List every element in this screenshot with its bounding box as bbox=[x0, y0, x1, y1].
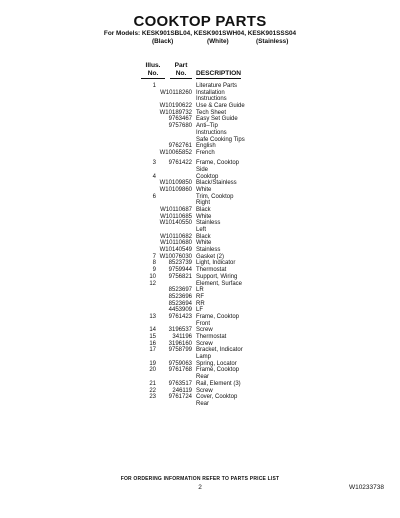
part-row bbox=[0, 167, 400, 174]
part-header-line2: No. bbox=[170, 70, 192, 79]
part-number: 9757680 bbox=[168, 123, 192, 130]
part-row bbox=[0, 103, 400, 110]
part-description: Use & Care Guide bbox=[196, 103, 245, 110]
part-description: Installation bbox=[196, 89, 225, 96]
part-description: White bbox=[196, 186, 212, 193]
part-description: Front bbox=[196, 320, 211, 327]
part-description: Light, Indicator bbox=[196, 260, 236, 267]
part-number: 9762761 bbox=[168, 143, 192, 150]
illus-number: 17 bbox=[149, 347, 156, 354]
illus-header bbox=[141, 62, 165, 79]
part-number: 8523739 bbox=[168, 260, 192, 267]
part-row bbox=[0, 267, 400, 274]
part-description: Black bbox=[196, 233, 211, 240]
part-description: Rear bbox=[196, 400, 210, 407]
part-description: Frame, Cooktop bbox=[196, 367, 240, 374]
part-number: 9758799 bbox=[168, 347, 192, 354]
part-row bbox=[0, 200, 400, 207]
illus-number: 16 bbox=[149, 340, 156, 347]
part-row bbox=[0, 287, 400, 294]
part-description: Right bbox=[196, 200, 211, 207]
part-row bbox=[0, 374, 400, 381]
part-number: 9759063 bbox=[168, 360, 192, 367]
part-row bbox=[0, 143, 400, 150]
illus-number: 21 bbox=[149, 380, 156, 387]
part-row bbox=[0, 274, 400, 281]
illus-number: 9 bbox=[152, 267, 156, 274]
part-description: Thermostat bbox=[196, 334, 227, 341]
part-description: French bbox=[196, 149, 215, 156]
part-number: 246119 bbox=[172, 387, 192, 394]
part-description: Side bbox=[196, 166, 209, 173]
part-row bbox=[0, 160, 400, 167]
part-number: W10109850 bbox=[159, 180, 192, 187]
part-description: LF bbox=[196, 307, 204, 314]
part-row bbox=[0, 367, 400, 374]
part-row bbox=[0, 240, 400, 247]
illus-number: 4 bbox=[152, 173, 156, 180]
part-row bbox=[0, 354, 400, 361]
part-number: W10190622 bbox=[159, 103, 192, 110]
part-description: Tech Sheet bbox=[196, 109, 227, 116]
part-number: W10118260 bbox=[160, 89, 192, 96]
illus-number: 15 bbox=[149, 334, 156, 341]
part-number: W10065852 bbox=[159, 149, 192, 156]
part-row bbox=[0, 341, 400, 348]
illus-number: 10 bbox=[149, 273, 156, 280]
part-number: W10140549 bbox=[159, 247, 192, 254]
part-description: Lamp bbox=[196, 354, 212, 361]
parts-list bbox=[0, 83, 400, 408]
part-description: Anti–Tip bbox=[196, 123, 218, 130]
part-description: Black/Stainless bbox=[196, 180, 237, 187]
part-description: White bbox=[196, 213, 212, 220]
part-number: W10110682 bbox=[160, 233, 192, 240]
part-description: Rail, Element (3) bbox=[196, 380, 241, 387]
part-row bbox=[0, 307, 400, 314]
part-description: Spring, Locator bbox=[196, 360, 237, 367]
part-row bbox=[0, 314, 400, 321]
part-row bbox=[0, 327, 400, 334]
page-number: 2 bbox=[198, 484, 202, 491]
illus-number: 6 bbox=[152, 193, 156, 200]
part-description: Instructions bbox=[196, 96, 227, 103]
part-number: 9763467 bbox=[168, 116, 192, 123]
part-description: Frame, Cooktop bbox=[196, 160, 240, 167]
part-number: 4453909 bbox=[168, 307, 192, 314]
part-description: Thermostat bbox=[196, 267, 227, 274]
part-number: W10140550 bbox=[159, 220, 192, 227]
ordering-notice: FOR ORDERING INFORMATION REFER TO PARTS PRICE LIST bbox=[120, 476, 280, 482]
part-number: W10110685 bbox=[160, 213, 192, 220]
part-row bbox=[0, 227, 400, 234]
part-row bbox=[0, 321, 400, 328]
part-row bbox=[0, 281, 400, 288]
part-row bbox=[0, 260, 400, 267]
part-number: 8523696 bbox=[168, 293, 192, 300]
part-description: Screw bbox=[196, 387, 213, 394]
part-description: RR bbox=[196, 300, 205, 307]
part-number: 9761724 bbox=[168, 394, 192, 401]
part-number: 341196 bbox=[172, 334, 192, 341]
part-number: 8523694 bbox=[168, 300, 192, 307]
part-row bbox=[0, 394, 400, 401]
part-number: 9761422 bbox=[168, 160, 192, 167]
part-description: English bbox=[196, 143, 216, 150]
part-row bbox=[0, 130, 400, 137]
part-row bbox=[0, 90, 400, 97]
part-description: Gasket (2) bbox=[196, 253, 225, 260]
part-description: Stainless bbox=[196, 220, 221, 227]
part-row bbox=[0, 247, 400, 254]
part-row bbox=[0, 96, 400, 103]
part-description: Bracket, Indicator bbox=[196, 347, 243, 354]
illus-header-line1: Illus. bbox=[145, 62, 161, 69]
part-row bbox=[0, 110, 400, 117]
part-description: Cover, Cooktop bbox=[196, 394, 238, 401]
part-description: Cooktop bbox=[196, 173, 219, 180]
part-row bbox=[0, 254, 400, 261]
part-description: Screw bbox=[196, 340, 213, 347]
illus-number: 22 bbox=[149, 387, 156, 394]
description-header: DESCRIPTION bbox=[196, 70, 242, 77]
part-description: Trim, Cooktop bbox=[196, 193, 234, 200]
part-number: 3196160 bbox=[168, 340, 192, 347]
part-description: Safe Cooking Tips bbox=[196, 136, 245, 143]
part-description: Easy Set Guide bbox=[196, 116, 238, 123]
part-header-line1: Part bbox=[174, 62, 188, 69]
part-row bbox=[0, 401, 400, 408]
illus-number: 8 bbox=[152, 260, 156, 267]
part-row bbox=[0, 381, 400, 388]
part-row bbox=[0, 334, 400, 341]
illus-number: 14 bbox=[149, 327, 156, 334]
part-description: White bbox=[196, 240, 212, 247]
illus-number: 7 bbox=[152, 253, 156, 260]
part-description: Element, Surface bbox=[196, 280, 243, 287]
part-row bbox=[0, 214, 400, 221]
illus-number: 3 bbox=[152, 160, 156, 167]
illus-number: 13 bbox=[149, 313, 156, 320]
part-description: Instructions bbox=[196, 129, 227, 136]
page-title: COOKTOP PARTS bbox=[133, 13, 267, 30]
part-row bbox=[0, 83, 400, 90]
part-row bbox=[0, 180, 400, 187]
illus-header-line2: No. bbox=[141, 70, 165, 79]
part-row bbox=[0, 137, 400, 144]
part-description: Screw bbox=[196, 327, 213, 334]
part-number: W10110680 bbox=[160, 240, 192, 247]
part-row bbox=[0, 388, 400, 395]
illus-number: 20 bbox=[149, 367, 156, 374]
part-description: Rear bbox=[196, 374, 210, 381]
part-row bbox=[0, 207, 400, 214]
part-row bbox=[0, 301, 400, 308]
part-row bbox=[0, 347, 400, 354]
part-description: Literature Parts bbox=[196, 83, 238, 89]
part-number: 9756821 bbox=[168, 273, 192, 280]
part-row bbox=[0, 116, 400, 123]
part-number: W10109860 bbox=[159, 186, 192, 193]
illus-number: 1 bbox=[152, 83, 156, 89]
part-description: Frame, Cooktop bbox=[196, 313, 240, 320]
illus-number: 23 bbox=[149, 394, 156, 401]
part-number: W10189732 bbox=[159, 109, 192, 116]
part-row bbox=[0, 150, 400, 157]
color-black-label: (Black) bbox=[152, 38, 174, 45]
document-number: W10233738 bbox=[348, 484, 384, 491]
part-row bbox=[0, 220, 400, 227]
part-row bbox=[0, 187, 400, 194]
part-description: RF bbox=[196, 293, 204, 300]
part-number: 8523697 bbox=[168, 287, 192, 294]
part-row bbox=[0, 361, 400, 368]
part-description: Black bbox=[196, 206, 211, 213]
part-description: Support, Wiring bbox=[196, 273, 238, 280]
part-header bbox=[170, 62, 192, 79]
part-number: W10076030 bbox=[159, 253, 192, 260]
part-number: 9761423 bbox=[168, 313, 192, 320]
part-description: Left bbox=[196, 227, 207, 234]
part-number: 3196537 bbox=[168, 327, 192, 334]
part-number: W10110687 bbox=[160, 206, 192, 213]
illus-number: 19 bbox=[149, 360, 156, 367]
part-number: 9763517 bbox=[168, 380, 192, 387]
color-stainless-label: (Stainless) bbox=[256, 38, 289, 45]
part-number: 9759944 bbox=[168, 267, 192, 274]
illus-number: 12 bbox=[149, 280, 156, 287]
part-row bbox=[0, 123, 400, 130]
models-line: For Models: KESK901SBL04, KESK901SWH04, KESK901SSS04 bbox=[103, 30, 297, 37]
color-white-label: (White) bbox=[207, 38, 229, 45]
part-description: Stainless bbox=[196, 247, 221, 254]
part-row bbox=[0, 294, 400, 301]
part-row bbox=[0, 194, 400, 201]
part-description: LR bbox=[196, 287, 204, 294]
part-number: 9761768 bbox=[168, 367, 192, 374]
part-row bbox=[0, 174, 400, 181]
part-row bbox=[0, 234, 400, 241]
